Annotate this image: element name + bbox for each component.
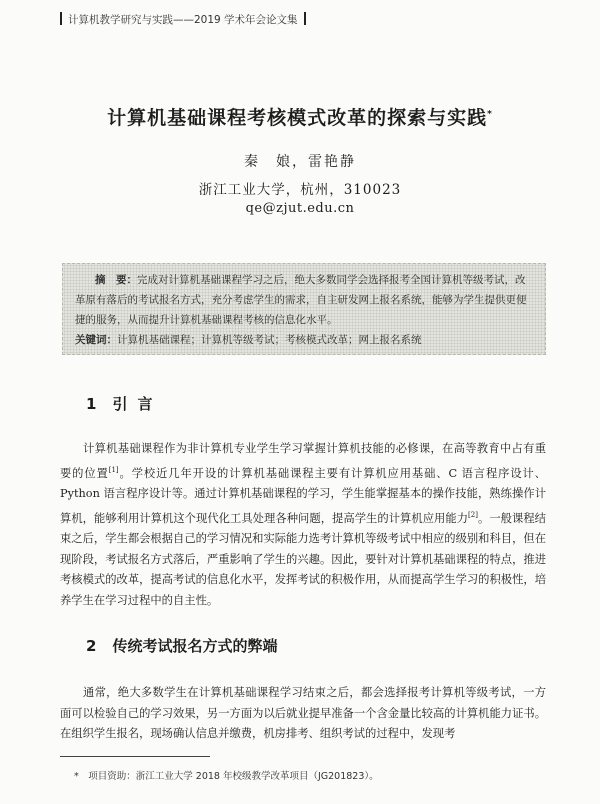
section-number: 2 [86,637,97,655]
running-header-text: 计算机教学研究与实践——2019 学术年会论文集 [68,14,298,26]
citation: [1] [108,465,119,474]
title-footnote-mark: * [487,109,493,120]
header-left-bar [60,12,62,25]
section-1-body [60,439,546,611]
keywords [75,330,535,350]
paragraph-text: 。一般课程结束之后，学生都会根据自己的学习情况和实际能力选考计算机等级考试中相应的级别和科目，但在现阶段，考试报名方式落后，严重影响了学生的兴趣。因此，要针对计算机基础课程的特点，推进考核模式的改革，提高考试的信息化水平，发挥考试的积极作用，从而提高学生学习的积极性，培养学生在学习过程中的自主性。 [60,511,546,607]
abstract-label: 摘 要： [95,274,137,286]
section-title: 传统考试报名方式的弊端 [112,637,278,655]
paper-title-text: 计算机基础课程考核模式改革的探索与实践 [107,107,488,129]
keywords-label: 关键词： [75,334,117,346]
section-heading-1 [86,393,162,414]
paragraph-text: 。学校近几年开设的计算机基础课程主要有计算机应用基础、C 语言程序设计、Python 语言程序设计等。通过计算机基础课程的学习，学生能掌握基本的操作技能，熟练操作计算机，能够利用计算机这个现代化工具处理各种问题，提高学生的计算机应用能力 [60,466,546,525]
keywords-text: 计算机基础课程；计算机等级考试；考核模式改革；网上报名系统 [117,334,422,346]
abstract [75,270,535,330]
section-heading-2 [86,635,277,656]
affiliation: 浙江工业大学，杭州，310023 [198,182,402,198]
footnote-divider [60,756,210,757]
paragraph-text: 计算机基础课程作为非计算机专业学生学习掌握计算机技能的必修课，在高等教育中占有重要的位置 [60,442,546,480]
section-2-body [60,683,546,745]
section-number: 1 [86,395,97,413]
footnote: * 项目资助：浙江工业大学 2018 年校级教学改革项目（JG201823）。 [74,771,379,782]
abstract-text: 完成对计算机基础课程学习之后，绝大多数同学会选择报考全国计算机等级考试，改革原有落后的考试报名方式，充分考虑学生的需求，自主研发网上报名系统，能够为学生提供更便捷的服务，从而提升计算机基础课程考核的信息化水平。 [75,274,527,326]
paragraph [60,439,546,611]
author-email: qe@zjut.edu.cn [245,201,355,216]
paper-title [0,103,600,130]
citation: [2] [468,510,478,519]
paragraph: 通常，绝大多数学生在计算机基础课程学习结束之后，都会选择报考计算机等级考试，一方面可以检验自己的学习效果，另一方面为以后就业提早准备一个含金量比较高的计算机能力证书。在组织学生报名，现场确认信息并缴费，机房排考、组织考试的过程中，发现考 [60,686,546,741]
running-header [60,12,306,27]
section-title: 引言 [112,395,163,413]
authors: 秦 娘，雷艳静 [244,154,356,170]
header-right-bar [304,12,306,25]
abstract-box [62,263,546,355]
